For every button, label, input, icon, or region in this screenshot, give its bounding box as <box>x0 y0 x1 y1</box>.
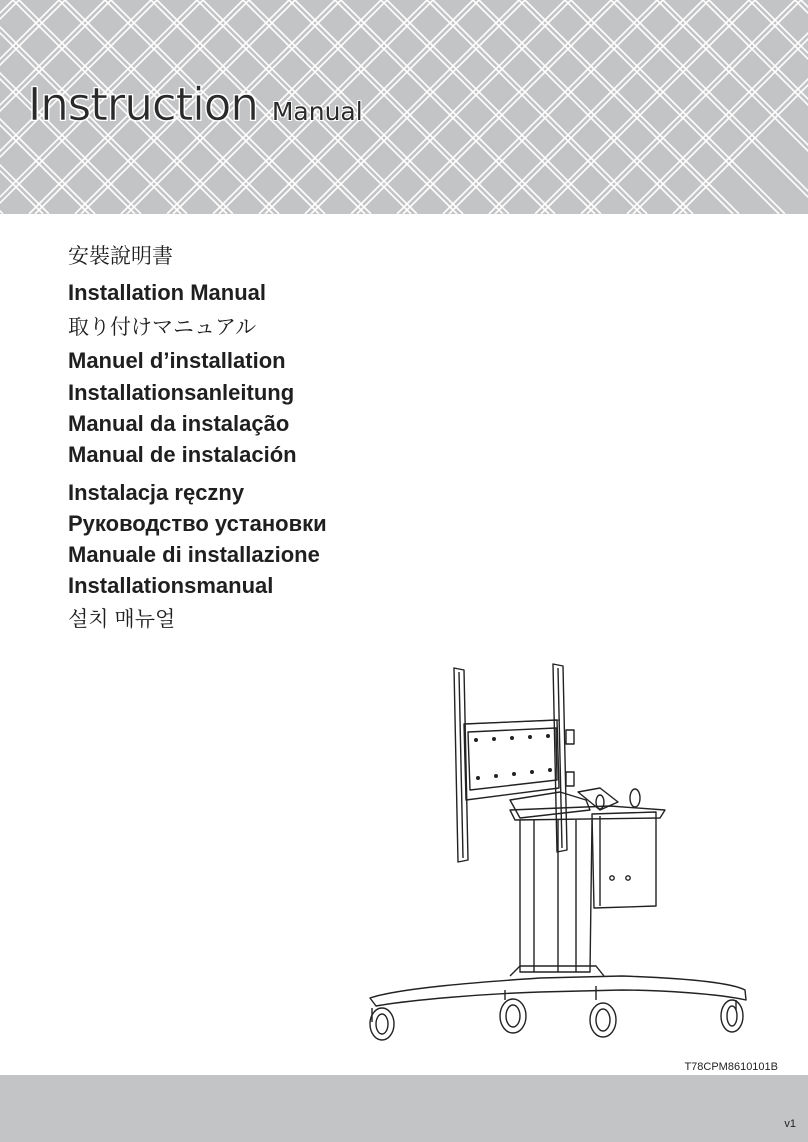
lang-english: Installation Manual <box>68 280 267 305</box>
footer-pattern-band <box>0 1075 808 1142</box>
lang-portuguese: Manual da instalação <box>68 411 290 436</box>
lang-traditional-chinese: 安裝說明書 <box>68 245 173 268</box>
diamond-pattern <box>0 1075 808 1142</box>
lang-polish: Instalacja ręczny <box>68 480 245 505</box>
title-main: Instruction <box>28 78 258 131</box>
lang-swedish: Installationsmanual <box>68 573 274 598</box>
lang-japanese: 取り付けマニュアル <box>68 316 257 339</box>
tv-cart-icon <box>360 660 780 1050</box>
title-sub: Manual <box>271 97 363 126</box>
document-code: T78CPM8610101B <box>684 1061 778 1073</box>
cover-title <box>28 78 363 131</box>
lang-russian: Руководство установки <box>68 511 327 536</box>
lang-german: Installationsanleitung <box>68 380 295 405</box>
lang-french: Manuel d’installation <box>68 348 286 373</box>
lang-korean: 설치 매뉴얼 <box>68 608 176 631</box>
lang-spanish: Manual de instalación <box>68 442 297 467</box>
version-label: v1 <box>784 1118 796 1130</box>
lang-italian: Manuale di installazione <box>68 542 320 567</box>
